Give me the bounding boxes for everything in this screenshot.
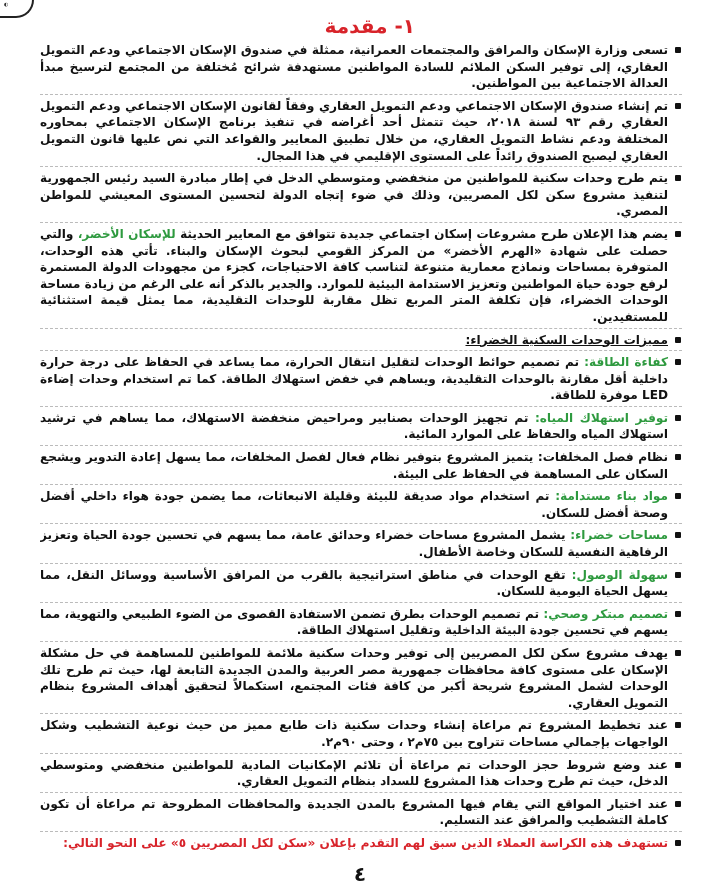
- paragraph-7: [40, 757, 682, 790]
- paragraph-text: تسعى وزارة الإسكان والمرافق والمجتمعات العمرانية، ممثلة في صندوق الإسكان الاجتماعي ودعم التمويل العقاري، إلى توفير السكن الملائم للسادة المواطنين مستهدفة شرائح مُختلفة من المجتمع لترسيخ مبدأ العدالة الاجتماعية بين المواطنين.: [40, 43, 668, 91]
- feature-text: يشمل المشروع مساحات خضراء وحدائق عامة، مما يسهم في تحسين جودة الحياة وتعزيز الرفاهية النفسية للسكان وخاصة الأطفال.: [40, 528, 668, 560]
- paragraph-text: والتي حصلت على شهادة «الهرم الأخضر» من المركز القومي لبحوث الإسكان والبناء. تأتي هذه الوحدات، المتوفرة بمساحات ونماذج معمارية متنوعة لتناسب كافة الاحتياجات، كجزء من مجهودات الدولة المستمرة لرفع جودة حياة المواطنين وتعزيز الاستدامة البيئية للموارد. والجدير بالذكر أنه على الرغم من زيادة مساحة الوحدات الخضراء، فإن تكلفة المتر المربع تظل مقاربة للوحدات التقليدية، مما يمثل قيمة استثنائية للمستفيدين.: [40, 226, 668, 324]
- feature-text: تم تصميم الوحدات بطرق تضمن الاستفادة القصوى من الضوء الطبيعي والتهوية، مما يسهم في تحسين جودة البيئة الداخلية وتقليل استهلاك الطاقة.: [40, 606, 668, 638]
- divider: [40, 484, 682, 485]
- divider: [40, 166, 682, 167]
- divider: [40, 563, 682, 564]
- paragraph-text: يهدف مشروع سكن لكل المصريين إلى توفير وحدات سكنية ملائمة للمواطنين للمساهمة في حل مشكلة الإسكان على مستوى كافة محافظات جمهورية مصر العربية والمدن الجديدة التابعة لها، حيث تم طرح تلك الوحدات لشمل المشروع شريحة أكبر من كافة فئات المجتمع، استكمالاً لتحقيق أهداف المشروع بنظام التمويل العقاري.: [40, 646, 668, 710]
- paragraph-text: عند تخطيط المشروع تم مراعاة إنشاء وحدات سكنية ذات طابع مميز من حيث نوعية التشطيب وشكل الواجهات بإجمالي مساحات تتراوح بين ٧٥م٢ ، وحتى ٩٠م٢.: [40, 718, 668, 749]
- divider: [40, 713, 682, 714]
- logo-mark: ◐: [4, 2, 9, 8]
- target-heading-item: [40, 835, 682, 852]
- paragraph-text: عند وضع شروط حجز الوحدات تم مراعاة أن تلائم الإمكانيات المادية للمواطنين منخفضي ومتوسطي الدخل، حيث تم طرح وحدات هذا المشروع للسداد بنظام التمويل العقاري.: [40, 757, 668, 789]
- feature-label: توفير استهلاك المياه:: [534, 410, 668, 425]
- feature-text: تم استخدام مواد صديقة للبيئة وقليلة الانبعاثات، مما يضمن جودة هواء داخلي أفضل وصحة أفضل للسكان.: [40, 489, 668, 520]
- feature-label: كفاءة الطاقة:: [584, 355, 668, 370]
- features-heading: مميزات الوحدات السكنية الخضراء:: [465, 332, 668, 347]
- divider: [40, 445, 682, 446]
- ministry-logo: [0, 0, 34, 18]
- feature-label: تصميم مبتكر وصحي:: [543, 606, 668, 621]
- page-number: ٤: [353, 862, 367, 886]
- feature-text: تم تصميم حوائط الوحدات لتقليل انتقال الحرارة، مما يساعد في الحفاظ على درجة حرارة داخلية أقل مقارنة بالوحدات التقليدية، ويساهم في خفض استهلاك الطاقة. كما تم استخدام وحدات إضاءة LED موفرة للطاقة.: [40, 355, 668, 403]
- target-heading: تستهدف هذه الكراسة العملاء الذين سبق لهم التقدم بإعلان «سكن لكل المصريين ٥» على النحو التالي:: [63, 835, 668, 850]
- paragraph-2: [40, 98, 682, 164]
- divider: [40, 328, 682, 329]
- feature-text: يتميز المشروع بتوفير نظام فعال لفصل المخلفات، مما يسهل إعادة التدوير ويشجع السكان على المساهمة في الحفاظ على البيئة.: [40, 450, 668, 481]
- feature-label: مواد بناء مستدامة:: [555, 489, 668, 504]
- feature-materials: [40, 488, 682, 521]
- features-heading-item: [40, 332, 682, 349]
- paragraph-8: [40, 796, 682, 829]
- feature-water: [40, 410, 682, 443]
- paragraph-text: عند اختيار المواقع التي يقام فيها المشروع بالمدن الجديدة والمحافظات المطروحة تم مراعاة أن تكون كاملة التشطيب والمرافق عند التسليم.: [40, 796, 668, 828]
- paragraph-text: يتم طرح وحدات سكنية للمواطنين من منخفضي ومتوسطي الدخل في إطار مبادرة السيد رئيس الجمهورية لتنفيذ مشروع سكن لكل المصريين، وذلك في ضوء إتجاه الدولة لتحسين المستوى المعيشي للمواطن المصري.: [40, 171, 668, 219]
- feature-waste: [40, 449, 682, 482]
- paragraph-5: [40, 645, 682, 711]
- section-title: ١- مقدمة: [324, 14, 415, 38]
- feature-energy: [40, 354, 682, 404]
- divider: [40, 831, 682, 832]
- document-body: [40, 42, 682, 852]
- paragraph-1: [40, 42, 682, 92]
- paragraph-text: يضم هذا الإعلان طرح مشروعات إسكان اجتماعي جديدة تتوافق مع المعايير الحديثة: [175, 226, 669, 241]
- divider: [40, 94, 682, 95]
- divider: [40, 753, 682, 754]
- green-housing-term: للإسكان الأخضر،: [77, 226, 176, 241]
- feature-green-spaces: [40, 527, 682, 560]
- paragraph-6: [40, 717, 682, 750]
- paragraph-4: [40, 226, 682, 326]
- divider: [40, 523, 682, 524]
- divider: [40, 350, 682, 351]
- feature-text: تقع الوحدات في مناطق استراتيجية بالقرب من المرافق الأساسية ووسائل النقل، مما يسهل الحياة اليومية للسكان.: [40, 567, 668, 599]
- divider: [40, 602, 682, 603]
- divider: [40, 222, 682, 223]
- feature-label: مساحات خضراء:: [570, 528, 669, 543]
- divider: [40, 792, 682, 793]
- divider: [40, 406, 682, 407]
- feature-label: سهولة الوصول:: [571, 567, 668, 582]
- paragraph-3: [40, 170, 682, 220]
- divider: [40, 641, 682, 642]
- feature-design: [40, 606, 682, 639]
- feature-access: [40, 567, 682, 600]
- feature-label: نظام فصل المخلفات:: [537, 450, 668, 465]
- feature-text: تم تجهيز الوحدات بصنابير ومراحيض منخفضة الاستهلاك، مما يساهم في ترشيد استهلاك المياه والحفاظ على الموارد المائية.: [40, 410, 668, 442]
- paragraph-text: تم إنشاء صندوق الإسكان الاجتماعي ودعم التمويل العقاري وفقاً لقانون الإسكان الاجتماعي ودعم التمويل العقاري رقم ٩٣ لسنة ٢٠١٨، حيث تتمثل أحد أغراضه في تنفيذ برنامج الإسكان الاجتماعي بمحاوره المختلفة ودعم نشاط التمويل العقاري، من خلال تطبيق المعايير والقواعد التي نص عليها قانون التمويل العقاري ليصبح الصندوق رائداً على المستوى الإقليمي في هذا المجال.: [40, 98, 668, 163]
